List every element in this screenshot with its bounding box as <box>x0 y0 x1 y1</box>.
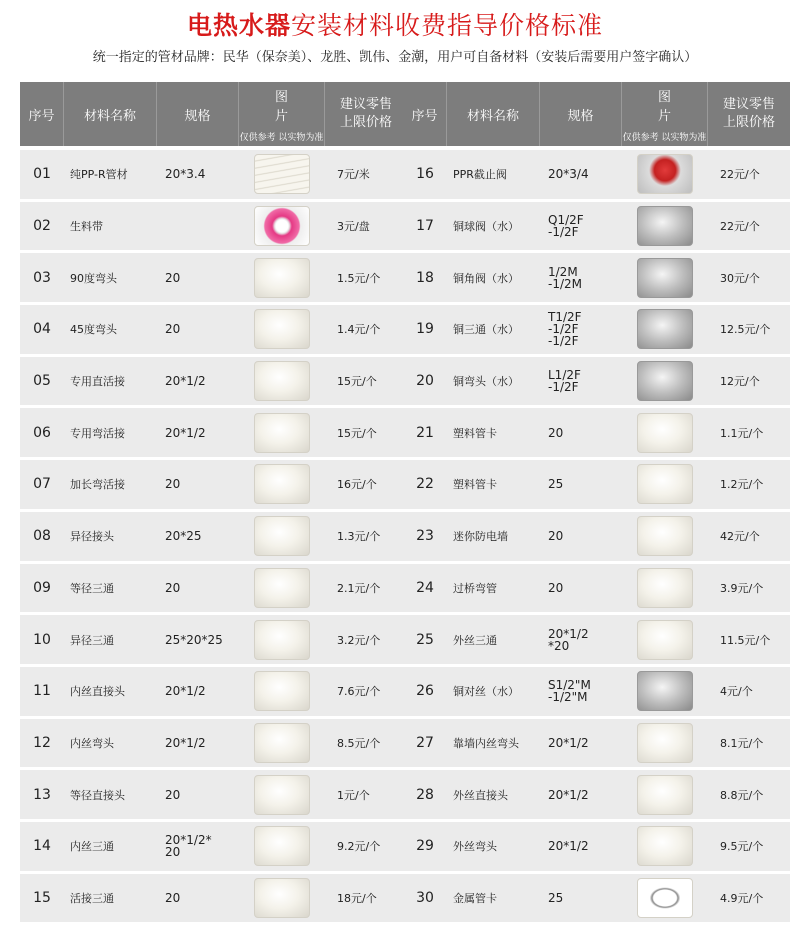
row-number: 27 <box>416 734 434 751</box>
material-image <box>622 408 708 457</box>
material-price: 11.5元/个 <box>720 633 771 647</box>
coupling-icon <box>254 671 310 711</box>
row-number: 04 <box>33 321 51 338</box>
material-name: 内丝弯头 <box>70 736 114 750</box>
material-price: 4元/个 <box>720 685 753 699</box>
material-spec: 20 <box>548 580 564 595</box>
material-image <box>239 202 325 251</box>
col-price-line2: 上限价格 <box>722 115 775 130</box>
material-name: 加长弯活接 <box>70 478 125 492</box>
price-table-left <box>20 82 407 925</box>
material-name: 外丝三通 <box>453 633 497 647</box>
material-image <box>622 615 708 664</box>
material-image <box>622 770 708 819</box>
material-image <box>622 822 708 871</box>
material-name: 塑料管卡 <box>453 478 497 492</box>
elbow-icon <box>254 258 310 298</box>
row-number: 15 <box>33 889 51 906</box>
material-price: 15元/个 <box>337 375 377 389</box>
material-spec: 20 <box>165 787 181 802</box>
row-number: 08 <box>33 528 51 545</box>
material-spec: 20*3/4 <box>548 167 589 182</box>
material-price: 4.9元/个 <box>720 891 764 905</box>
table-row <box>403 150 790 199</box>
row-number: 28 <box>416 786 434 803</box>
material-price: 18元/个 <box>337 891 377 905</box>
row-number: 26 <box>416 683 434 700</box>
table-row <box>20 150 407 199</box>
material-name: 外丝弯头 <box>453 840 497 854</box>
price-table-right <box>403 82 790 925</box>
table-header <box>20 82 407 146</box>
brass-tee-icon <box>637 309 693 349</box>
material-price: 1.1元/个 <box>720 426 764 440</box>
material-image <box>622 512 708 561</box>
material-name: 靠墙内丝弯头 <box>453 736 519 750</box>
col-no: 序号 <box>20 82 64 146</box>
material-price: 2.1元/个 <box>337 581 381 595</box>
material-image <box>239 150 325 199</box>
ball-valve-icon <box>637 206 693 246</box>
material-spec: 20*1/2 *20 <box>548 626 589 653</box>
material-price: 3.2元/个 <box>337 633 381 647</box>
material-spec: T1/2F -1/2F -1/2F <box>548 310 582 349</box>
table-row <box>403 564 790 613</box>
material-price: 30元/个 <box>720 271 760 285</box>
row-number: 13 <box>33 786 51 803</box>
material-image <box>622 564 708 613</box>
table-row <box>403 408 790 457</box>
material-price: 8.1元/个 <box>720 736 764 750</box>
material-image <box>239 719 325 768</box>
material-name: 内丝三通 <box>70 840 114 854</box>
row-number: 03 <box>33 269 51 286</box>
material-image <box>239 408 325 457</box>
material-price: 1.5元/个 <box>337 271 381 285</box>
tee-icon <box>637 620 693 660</box>
elbow-icon <box>637 826 693 866</box>
table-row <box>20 408 407 457</box>
material-price: 3元/盘 <box>337 220 370 234</box>
row-number: 12 <box>33 734 51 751</box>
row-number: 29 <box>416 838 434 855</box>
col-price-line2: 上限价格 <box>339 115 392 130</box>
table-row <box>20 822 407 871</box>
union-icon <box>254 413 310 453</box>
tape-icon <box>254 206 310 246</box>
wall-icon <box>637 516 693 556</box>
material-image <box>239 512 325 561</box>
material-spec: 25 <box>548 890 564 905</box>
material-image <box>622 253 708 302</box>
clip-icon <box>637 413 693 453</box>
material-image <box>239 874 325 923</box>
material-spec: 20*1/2 <box>165 735 206 750</box>
material-price: 12.5元/个 <box>720 323 771 337</box>
col-image <box>622 82 713 146</box>
material-price: 42元/个 <box>720 530 760 544</box>
table-row <box>403 667 790 716</box>
col-image-title: 图 片 <box>274 89 330 124</box>
material-name: 铜三通（水） <box>453 323 519 337</box>
material-price: 22元/个 <box>720 220 760 234</box>
row-number: 21 <box>416 424 434 441</box>
material-spec: L1/2F -1/2F <box>548 368 581 395</box>
title-rest: 安装材料收费指导价格标准 <box>291 11 604 40</box>
elbow-icon <box>254 309 310 349</box>
table-row <box>403 874 790 923</box>
material-spec: 20 <box>548 529 564 544</box>
material-spec <box>157 202 239 251</box>
table-row <box>20 512 407 561</box>
union-icon <box>254 361 310 401</box>
material-image <box>239 305 325 354</box>
row-number: 14 <box>33 838 51 855</box>
table-row <box>20 719 407 768</box>
material-price: 1.2元/个 <box>720 478 764 492</box>
table-row <box>403 770 790 819</box>
material-price: 7元/米 <box>337 168 370 182</box>
material-name: 外丝直接头 <box>453 788 508 802</box>
material-spec: 20 <box>165 580 181 595</box>
material-spec: 20*25 <box>165 529 202 544</box>
material-spec: Q1/2F -1/2F <box>548 213 584 240</box>
table-row <box>20 564 407 613</box>
material-name: 生料带 <box>70 220 103 234</box>
material-price: 9.2元/个 <box>337 840 381 854</box>
material-spec: 20 <box>165 322 181 337</box>
col-price <box>325 82 407 146</box>
col-spec: 规格 <box>540 82 622 146</box>
material-spec: 20*3.4 <box>165 167 206 182</box>
material-name: 异径三通 <box>70 633 114 647</box>
material-name: 90度弯头 <box>70 271 117 285</box>
material-image <box>239 667 325 716</box>
material-spec: 20*1/2 <box>165 425 206 440</box>
material-name: 金属管卡 <box>453 891 497 905</box>
row-number: 19 <box>416 321 434 338</box>
row-number: 24 <box>416 579 434 596</box>
material-image <box>622 874 708 923</box>
table-row <box>403 305 790 354</box>
table-row <box>403 512 790 561</box>
material-price: 3.9元/个 <box>720 581 764 595</box>
row-number: 11 <box>33 683 51 700</box>
material-spec: 20*1/2 <box>165 374 206 389</box>
coupling-icon <box>637 775 693 815</box>
row-number: 20 <box>416 373 434 390</box>
col-image <box>239 82 330 146</box>
material-spec: 20*1/2 <box>548 787 589 802</box>
material-name: 过桥弯管 <box>453 581 497 595</box>
material-image <box>239 564 325 613</box>
material-spec: 20*1/2 <box>548 735 589 750</box>
tee-icon <box>254 620 310 660</box>
material-image <box>622 460 708 509</box>
material-image <box>622 150 708 199</box>
material-price: 8.5元/个 <box>337 736 381 750</box>
row-number: 16 <box>416 166 434 183</box>
row-number: 25 <box>416 631 434 648</box>
material-spec: 20*1/2 <box>548 839 589 854</box>
material-spec: 20*1/2 <box>165 684 206 699</box>
material-image <box>239 615 325 664</box>
brand-note: 统一指定的管材品牌：民华（保奈美）、龙胜、凯伟、金潮，用户可自备材料（安装后需要用户签字确认） <box>92 50 698 65</box>
material-image <box>622 719 708 768</box>
material-price: 1.3元/个 <box>337 530 381 544</box>
table-row <box>403 615 790 664</box>
material-name: 纯PP-R管材 <box>70 168 128 182</box>
material-name: 异径接头 <box>70 530 114 544</box>
material-image <box>239 253 325 302</box>
table-row <box>403 460 790 509</box>
material-spec: 20 <box>548 425 564 440</box>
table-row <box>403 202 790 251</box>
col-image-note: 仅供参考 以实物为准 <box>622 132 707 143</box>
row-number: 02 <box>33 218 51 235</box>
material-price: 1.4元/个 <box>337 323 381 337</box>
row-number: 22 <box>416 476 434 493</box>
material-image <box>622 357 708 406</box>
bridge-icon <box>637 568 693 608</box>
material-image <box>239 460 325 509</box>
material-image <box>622 667 708 716</box>
row-number: 17 <box>416 218 434 235</box>
coupling-icon <box>254 775 310 815</box>
material-price: 8.8元/个 <box>720 788 764 802</box>
table-row <box>403 719 790 768</box>
material-name: 铜角阀（水） <box>453 271 519 285</box>
material-name: 内丝直接头 <box>70 685 125 699</box>
material-name: 塑料管卡 <box>453 426 497 440</box>
row-number: 30 <box>416 889 434 906</box>
angle-valve-icon <box>637 258 693 298</box>
row-number: 10 <box>33 631 51 648</box>
material-image <box>622 202 708 251</box>
material-spec: 25*20*25 <box>165 632 223 647</box>
material-price: 9.5元/个 <box>720 840 764 854</box>
table-row <box>20 357 407 406</box>
col-price-line1: 建议零售 <box>722 97 775 112</box>
elbow-icon <box>254 723 310 763</box>
material-spec: 20 <box>165 270 181 285</box>
col-price <box>708 82 790 146</box>
material-name: 专用弯活接 <box>70 426 125 440</box>
material-name: 铜球阀（水） <box>453 220 519 234</box>
material-name: 铜弯头（水） <box>453 375 519 389</box>
col-name: 材料名称 <box>64 82 157 146</box>
page-title <box>0 6 790 42</box>
material-name: 45度弯头 <box>70 323 117 337</box>
valve-icon <box>637 154 693 194</box>
col-name: 材料名称 <box>447 82 540 146</box>
pipe-icon <box>254 154 310 194</box>
material-name: 等径直接头 <box>70 788 125 802</box>
row-number: 06 <box>33 424 51 441</box>
row-number: 01 <box>33 166 51 183</box>
row-number: 09 <box>33 579 51 596</box>
material-name: 铜对丝（水） <box>453 685 519 699</box>
material-name: 等径三通 <box>70 581 114 595</box>
table-row <box>20 770 407 819</box>
union-icon <box>254 464 310 504</box>
material-spec: 25 <box>548 477 564 492</box>
coupling-icon <box>254 516 310 556</box>
table-row <box>403 357 790 406</box>
material-name: 迷你防电墙 <box>453 530 508 544</box>
metal-clamp-icon <box>637 878 693 918</box>
material-image <box>239 822 325 871</box>
table-row <box>20 667 407 716</box>
material-name: 活接三通 <box>70 891 114 905</box>
material-price: 12元/个 <box>720 375 760 389</box>
row-number: 23 <box>416 528 434 545</box>
table-row <box>403 822 790 871</box>
brass-elbow-icon <box>637 361 693 401</box>
material-spec: 20*1/2* 20 <box>165 833 212 860</box>
table-row <box>20 874 407 923</box>
nipple-icon <box>637 671 693 711</box>
material-price: 22元/个 <box>720 168 760 182</box>
row-number: 18 <box>416 269 434 286</box>
elbow-icon <box>637 723 693 763</box>
col-price-line1: 建议零售 <box>339 97 392 112</box>
col-spec: 规格 <box>157 82 239 146</box>
table-row <box>20 253 407 302</box>
table-row <box>20 615 407 664</box>
tee-icon <box>254 826 310 866</box>
material-image <box>239 357 325 406</box>
material-image <box>239 770 325 819</box>
table-row <box>20 305 407 354</box>
row-number: 05 <box>33 373 51 390</box>
material-spec: 20 <box>165 477 181 492</box>
table-row <box>20 460 407 509</box>
table-header <box>403 82 790 146</box>
material-price: 7.6元/个 <box>337 685 381 699</box>
title-highlight: 电热水器 <box>186 11 291 40</box>
col-image-note: 仅供参考 以实物为准 <box>239 132 324 143</box>
material-name: PPR截止阀 <box>453 168 507 182</box>
tee-icon <box>254 878 310 918</box>
col-no: 序号 <box>403 82 447 146</box>
material-image <box>622 305 708 354</box>
row-number: 07 <box>33 476 51 493</box>
table-row <box>403 253 790 302</box>
material-name: 专用直活接 <box>70 375 125 389</box>
table-row <box>20 202 407 251</box>
material-price: 16元/个 <box>337 478 377 492</box>
material-price: 15元/个 <box>337 426 377 440</box>
material-spec: 20 <box>165 890 181 905</box>
clip-icon <box>637 464 693 504</box>
tee-icon <box>254 568 310 608</box>
col-image-title: 图 片 <box>657 89 713 124</box>
material-spec: 1/2M -1/2M <box>548 264 582 291</box>
material-price: 1元/个 <box>337 788 370 802</box>
material-spec: S1/2"M -1/2"M <box>548 678 591 705</box>
